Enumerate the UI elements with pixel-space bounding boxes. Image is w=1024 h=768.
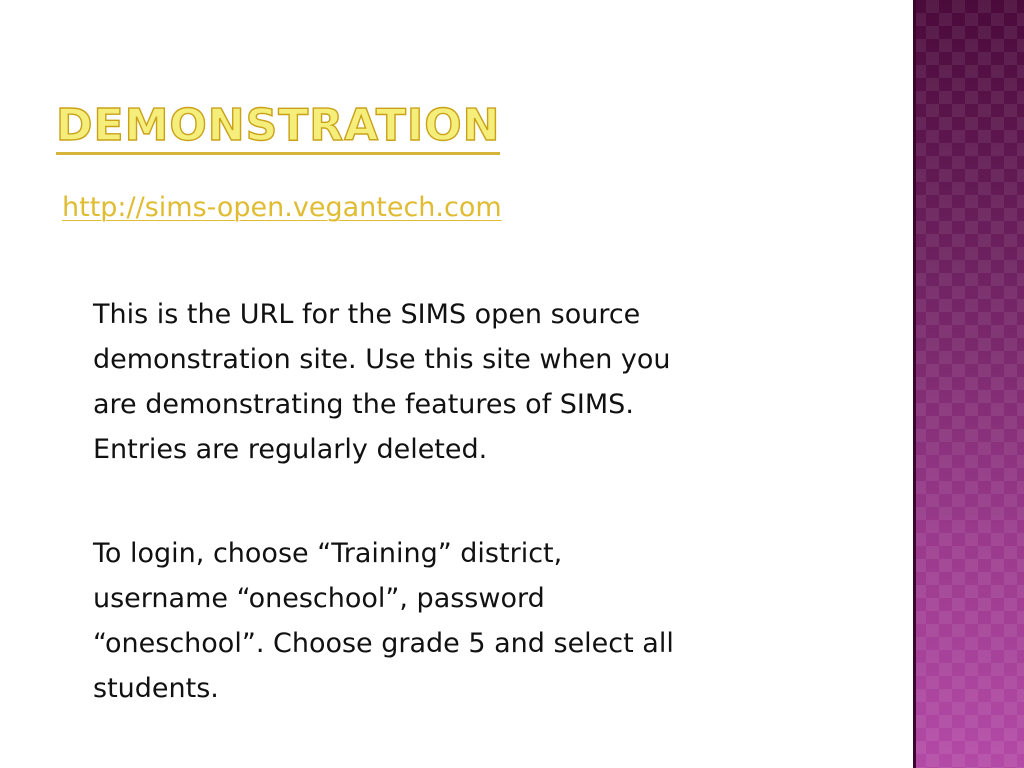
login-instructions-paragraph: To login, choose “Training” district, username “oneschool”, password “oneschool”. Choose grade 5 and select all students. (93, 538, 674, 704)
side-band-edge (913, 0, 916, 768)
description-paragraph: This is the URL for the SIMS open source demonstration site. Use this site when you are demonstrating the features of SIMS. Entries are regularly deleted. (93, 299, 671, 465)
decorative-side-band (913, 0, 1024, 768)
slide-title: DEMONSTRATION (56, 104, 500, 155)
demo-site-link[interactable]: http://sims-open.vegantech.com (62, 192, 502, 223)
